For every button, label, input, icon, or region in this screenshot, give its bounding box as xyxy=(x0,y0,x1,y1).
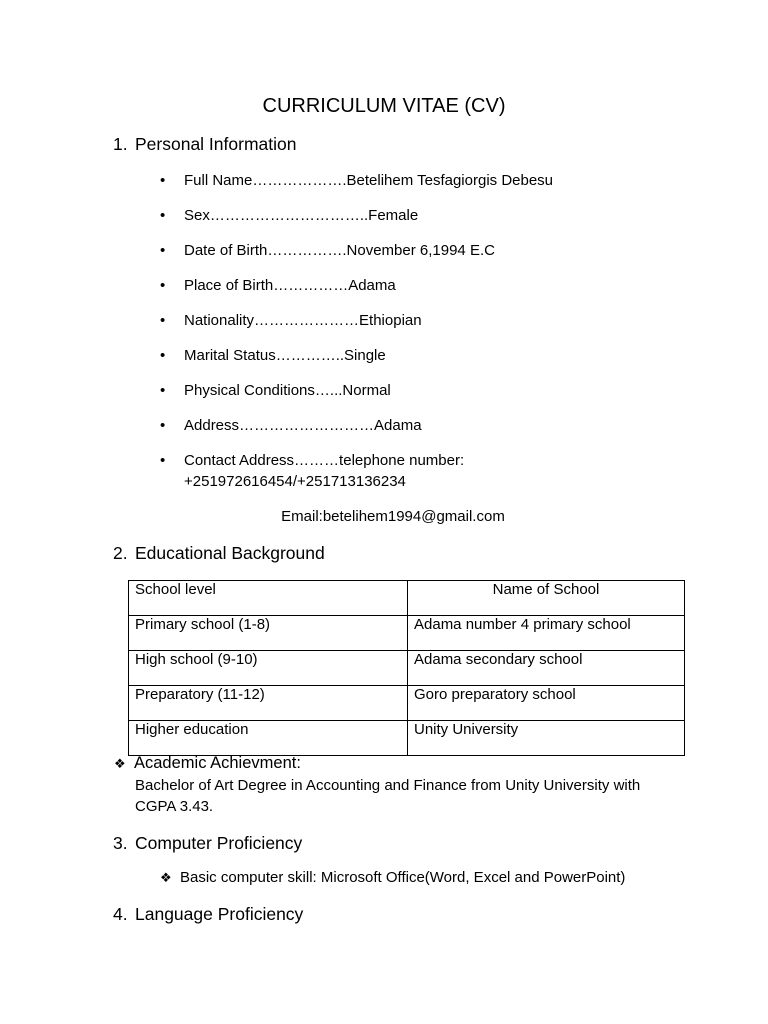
table-header-cell: Name of School xyxy=(408,581,685,616)
achievement-text-line2: CGPA 3.43. xyxy=(135,798,214,815)
list-item-text: Nationality…………………Ethiopian xyxy=(184,312,422,329)
table-cell: Unity University xyxy=(408,721,685,756)
diamond-bullet-icon: ❖ xyxy=(160,870,172,885)
list-item-text: Full Name……………….Betelihem Tesfagiorgis Debesu xyxy=(184,172,554,189)
list-item xyxy=(160,452,464,469)
list-item xyxy=(160,417,422,434)
list-item-text: Marital Status…………..Single xyxy=(184,347,386,364)
section-number: 2. xyxy=(113,543,128,563)
section-education-heading xyxy=(113,543,325,564)
list-item xyxy=(160,869,625,886)
bullet-icon: • xyxy=(160,277,166,294)
bullet-icon: • xyxy=(160,172,166,189)
list-item-text: Address………………………Adama xyxy=(184,417,422,434)
section-language-heading xyxy=(113,904,303,925)
table-cell: Higher education xyxy=(129,721,408,756)
table-cell: High school (9-10) xyxy=(129,651,408,686)
achievement-title: Academic Achievment xyxy=(134,754,297,772)
list-item-text: Date of Birth…………….November 6,1994 E.C xyxy=(184,242,495,259)
table-cell: Preparatory (11-12) xyxy=(129,686,408,721)
section-title: Personal Information xyxy=(135,134,297,154)
table-cell: Adama number 4 primary school xyxy=(408,616,685,651)
table-row xyxy=(129,686,685,721)
table-cell: Adama secondary school xyxy=(408,651,685,686)
table-header-cell: School level xyxy=(129,581,408,616)
bullet-icon: • xyxy=(160,417,166,434)
education-table xyxy=(128,580,685,756)
achievement-colon: : xyxy=(296,754,301,772)
bullet-icon: • xyxy=(160,452,166,469)
list-item-text: Contact Address………telephone number: xyxy=(184,452,465,469)
list-item-text: Physical Conditions…...Normal xyxy=(184,382,391,399)
section-title: Language Proficiency xyxy=(135,904,304,924)
bullet-icon: • xyxy=(160,382,166,399)
bullet-icon: • xyxy=(160,207,166,224)
table-row xyxy=(129,616,685,651)
table-row xyxy=(129,721,685,756)
document-title: CURRICULUM VITAE (CV) xyxy=(262,95,506,117)
bullet-icon: • xyxy=(160,312,166,329)
achievement-heading xyxy=(114,754,301,773)
list-item xyxy=(160,242,495,259)
section-number: 4. xyxy=(113,904,128,924)
contact-phone: +251972616454/+251713136234 xyxy=(184,473,406,490)
section-title: Educational Background xyxy=(135,543,325,563)
list-item xyxy=(160,382,391,399)
table-row xyxy=(129,651,685,686)
section-number: 3. xyxy=(113,833,128,853)
contact-email: Email:betelihem1994@gmail.com xyxy=(281,508,505,525)
section-computer-heading xyxy=(113,833,302,854)
achievement-text-line1: Bachelor of Art Degree in Accounting and Finance from Unity University with xyxy=(135,777,641,794)
table-cell: Primary school (1-8) xyxy=(129,616,408,651)
list-item xyxy=(160,347,386,364)
diamond-bullet-icon: ❖ xyxy=(114,756,126,771)
list-item-text: Place of Birth……………Adama xyxy=(184,277,396,294)
list-item-text: Sex…………………………..Female xyxy=(184,207,419,224)
table-header-row xyxy=(129,581,685,616)
section-personal-heading xyxy=(113,134,296,155)
table-cell: Goro preparatory school xyxy=(408,686,685,721)
list-item xyxy=(160,207,418,224)
section-number: 1. xyxy=(113,134,128,154)
list-item xyxy=(160,172,553,189)
bullet-icon: • xyxy=(160,242,166,259)
list-item xyxy=(160,277,396,294)
section-title: Computer Proficiency xyxy=(135,833,303,853)
bullet-icon: • xyxy=(160,347,166,364)
list-item xyxy=(160,312,422,329)
list-item-text: Basic computer skill: Microsoft Office(Word, Excel and PowerPoint) xyxy=(180,869,626,886)
